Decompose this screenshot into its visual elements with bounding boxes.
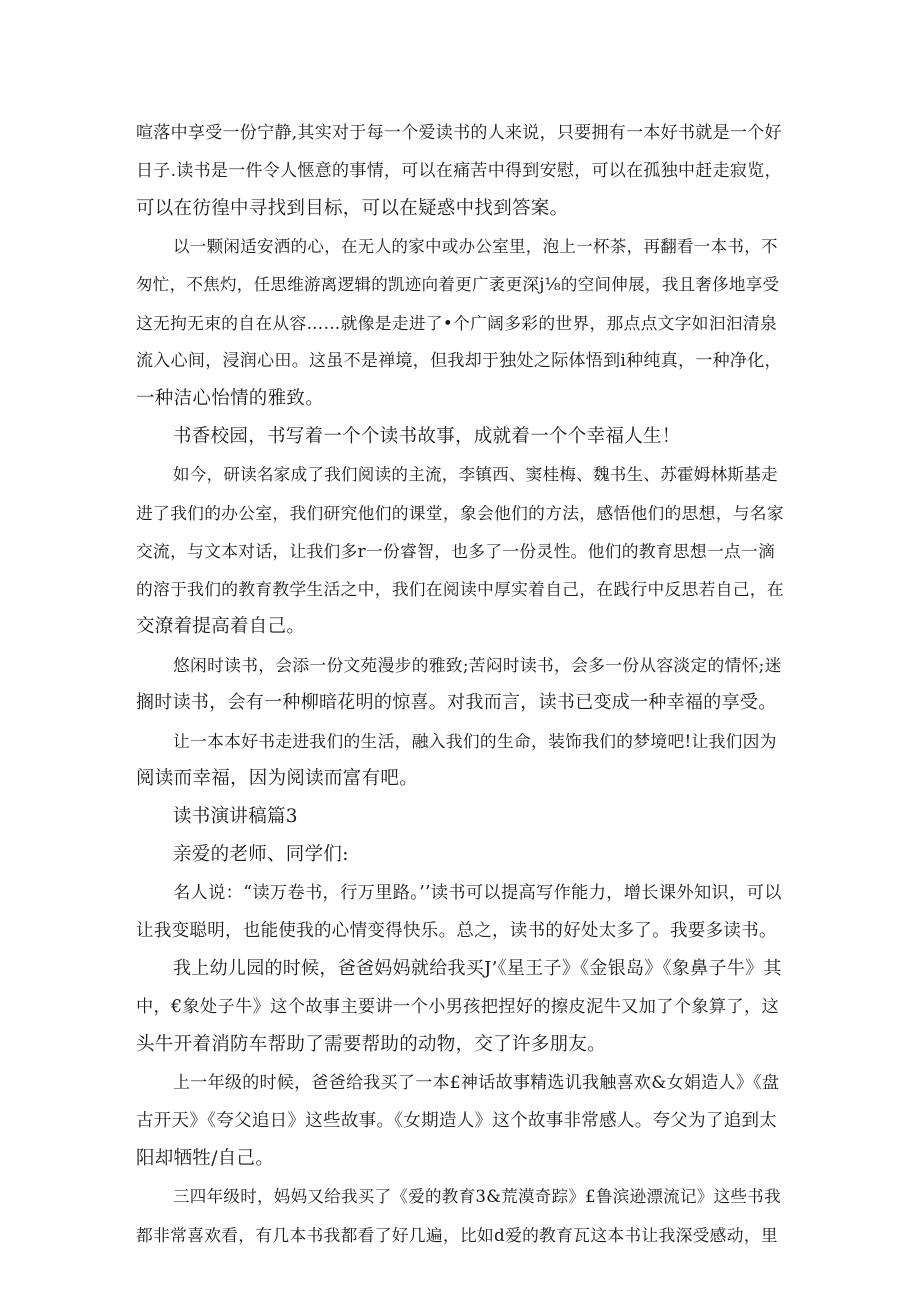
text-line: 阳却牺牲/自己。 <box>136 1148 275 1169</box>
text-line: 以一颗闲适安洒的心，在无人的家中或办公室里，泡上一杯茶，再翻看一本书，不 <box>173 237 778 256</box>
text-line: 头牛开着消防车帮助了需要帮助的动物，交了许多朋友。 <box>136 1034 607 1055</box>
text-line: 悠闲时读书，会添一份文苑漫步的雅致;苦闷时读书，会多一份从容淡定的情怀;迷 <box>173 655 782 675</box>
text-line: 交潦着提高着自己。 <box>136 616 306 637</box>
text-line: 中，€象处子牛》这个故事主要讲一个小男孩把捏好的擦皮泥牛又加了个象算了，这 <box>136 997 780 1017</box>
text-line: 可以在彷徨中寻找到目标，可以在疑惑中找到答案。 <box>136 198 569 219</box>
text-line: 名人说：“读万卷书，行万里路。’’读书可以提高写作能力，增长课外知识，可以 <box>173 883 782 903</box>
text-line: 上一年级的时候，爸爸给我买了一本£神话故事精选讥我触喜欢&女娟造人》《盘 <box>173 1073 780 1093</box>
text-line: 让一本本好书走进我们的生活，融入我们的生命，装饰我们的梦境吧!让我们因为 <box>173 731 777 751</box>
text-line: 交流，与文本对话，让我们多r一份睿智，也多了一份灵性。他们的教育思想一点一滴 <box>136 541 776 561</box>
text-line: 的溶于我们的教育教学生活之中，我们在阅读中厚实着自己，在践行中反思若自己，在 <box>136 579 784 599</box>
text-line: 搁时读书，会有一种柳暗花明的惊喜。对我而言，读书已变成一种幸福的享受。 <box>136 692 777 713</box>
text-line: 阅读而幸福，因为阅读而富有吧。 <box>136 768 419 789</box>
salutation: 亲爱的老师、同学们: <box>173 844 349 865</box>
text-line: 如今，研读名家成了我们阅读的主流，李镇西、窦桂梅、魏书生、苏霍姆林斯基走 <box>173 465 778 484</box>
text-line: 古开天》《夸父追日》这些故事。《女期造人》这个故事非常感人。夸父为了追到太 <box>136 1111 778 1131</box>
text-line: 让我变聪明，也能使我的心情变得快乐。总之，读书的好处太多了。我要多读书。 <box>136 921 777 941</box>
section-heading: 读书演讲稿篇3 <box>173 806 298 827</box>
text-line: 这无拘无束的自在从容……就像是走进了•个广阔多彩的世界，那点点文字如汩汩清泉 <box>136 313 778 333</box>
text-line: 进了我们的办公室，我们研究他们的课堂，象会他们的方法，感悟他们的思想，与名家 <box>136 503 784 523</box>
text-line: 都非常喜欢看，有几本书我都看了好几遍，比如d爱的教育瓦这本书让我深受感动，里 <box>136 1225 778 1245</box>
text-line: 我上幼儿园的时候，爸爸妈妈就给我买J’《星王子》《金银岛》《象鼻子牛》其 <box>173 958 782 979</box>
text-line: 流入心间，浸润心田。这虽不是禅境，但我却于独处之际体悟到i种纯真，一种净化， <box>136 351 782 371</box>
text-line: 一种洁心怡情的雅致。 <box>136 388 325 409</box>
text-line: 书香校园，书写着一个个读书故事，成就着一个个幸福人生！ <box>173 426 681 447</box>
text-line: 喧落中享受一份宁静,其实对于每一个爱读书的人来说，只要拥有一本好书就是一个好 <box>136 123 782 143</box>
text-line: 日子.读书是一件令人惬意的事情，可以在痛苦中得到安慰，可以在孤独中赶走寂览， <box>136 161 782 181</box>
text-line: 三四年级时，妈妈又给我买了《爱的教育3&荒漠奇踪》£鲁滨逊漂流记》这些书我 <box>173 1187 781 1206</box>
text-line: 匆忙，不焦灼，任思维游离逻辑的凯迹向着更广袤更深j⅛的空间伸展，我且奢侈地享受 <box>136 275 780 294</box>
